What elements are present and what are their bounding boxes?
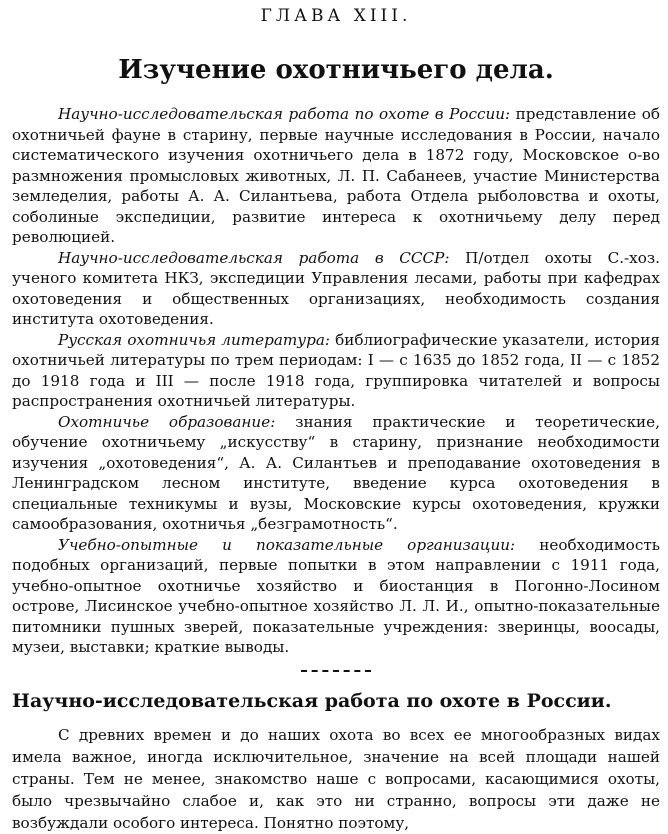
summary-paragraph — [12, 248, 660, 330]
summary-paragraph — [12, 104, 660, 248]
summary-heading: Научно-исследовательская работа по охоте в России: — [58, 105, 511, 123]
chapter-summary — [12, 104, 660, 658]
section-divider — [301, 670, 371, 672]
chapter-number: ГЛАВА XIII. — [260, 6, 412, 26]
summary-heading: Русская охотничья литература: — [58, 330, 330, 349]
section-title: Научно-исследовательская работа по охоте в России. — [12, 689, 612, 712]
book-page — [0, 4, 668, 832]
summary-text: знания практические и теоретические, обучение охотничьему „искусству“ в старину, признание необходимости изучения „охотоведения“, А. А. Силантьев и преподавание охотоведения в Ленинградском лесном институте, введение курса охотоведения в специальные техникумы и вузы, Московские курсы охотоведения, кружки самообразования, охотничья „безграмотность“. — [12, 412, 660, 533]
summary-heading: Научно-исследовательская работа в СССР: — [58, 248, 450, 267]
summary-heading: Охотничье образование: — [58, 412, 276, 431]
summary-text: П/отдел охоты С.-хоз. ученого комитета НКЗ, экспедиции Управления лесами, работы при кафедрах охотоведения и общественных организациях, необходимость создания института охотоведения. — [12, 248, 660, 328]
chapter-title: Изучение охотничьего дела. — [118, 55, 554, 85]
summary-paragraph — [12, 535, 660, 658]
summary-text: необходимость подобных организаций, первые попытки в этом направлении с 1911 года, учебно-опытное охотничье хозяйство и биостанция в Погонно-Лосином острове, Лисинское учебно-опытное хозяйство Л. Л. И., опытно-показательные питомники пушных зверей, показательные учреждения: зверинцы, вооcады, музеи, выставки; краткие выводы. — [12, 535, 661, 656]
summary-paragraph — [12, 412, 660, 535]
summary-paragraph — [12, 330, 660, 412]
summary-text: представление об охотничьей фауне в старину, первые научные исследования в России, начало систематического изучения охотничьего дела в 1872 году, Московское о-во размножения промысловых животных, Л. П. Сабанеев, участие Министерства земледелия, работы А. А. Силантьева, работа Отдела рыболовства и охоты, соболиные экспедиции, развитие интереса к охотничьему делу перед революцией. — [12, 105, 660, 246]
summary-text: библиографические указатели, история охотничьей литературы по трем периодам: I — с 1635 до 1852 года, II — с 1852 до 1918 года и III — после 1918 года, группировка читателей и вопросы распространения охотничьей литературы. — [12, 330, 660, 410]
body-paragraph: С древних времен и до наших охота во всех ее многообразных видах имела важное, иногда исключительное, значение на всей площади нашей страны. Тем не менее, знакомство наше с вопросами, касающимися охоты, было чрезвычайно слабое и, как это ни странно, вопросы эти даже не возбуждали особого интереса. Понятно поэтому, — [12, 725, 660, 832]
summary-heading: Учебно-опытные и показательные организации: — [58, 535, 516, 554]
